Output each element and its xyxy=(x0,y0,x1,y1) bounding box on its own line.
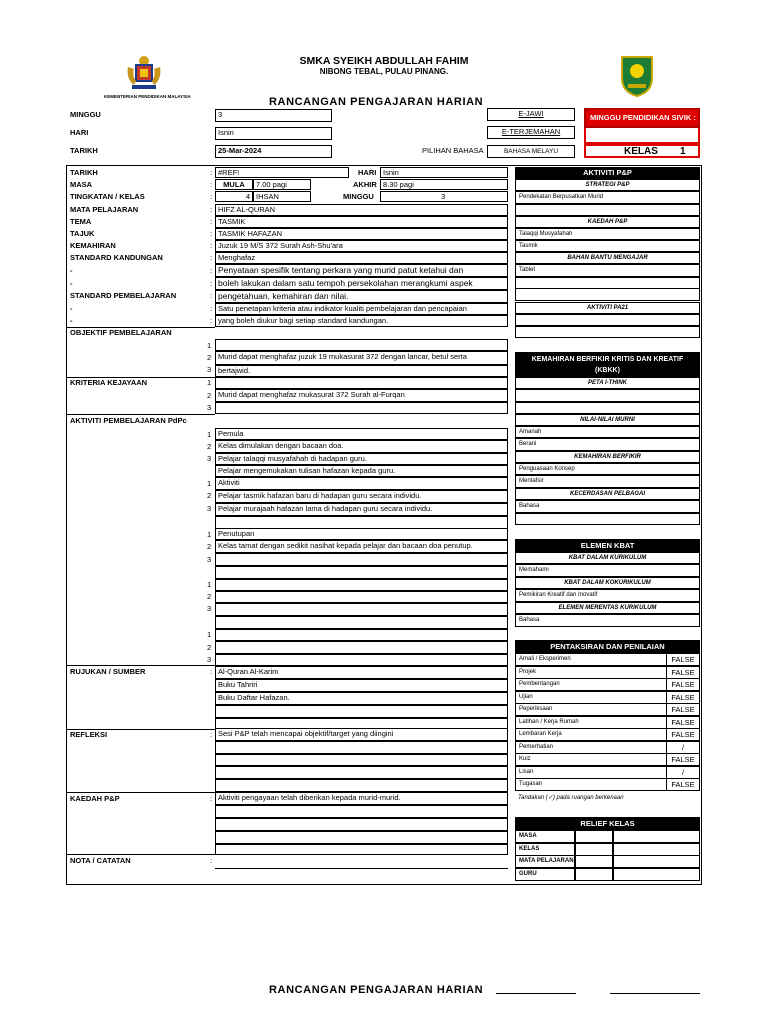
aktiviti-pemula-4-text: Pelajar mengemukakan tulisan hafazan kepada guru. xyxy=(218,466,396,475)
colon-separator: : xyxy=(210,217,213,226)
objektif-field-2-text: Murid dapat menghafaz juzuk 19 mukasurat 372 dengan lancar, betul serta xyxy=(218,352,467,361)
tingkatan-label: TINGKATAN / KELAS xyxy=(70,192,145,201)
hari-row-field-text: Isnin xyxy=(383,168,399,177)
objektif-field-2[interactable] xyxy=(215,351,508,365)
pentaksiran-checkbox[interactable]: FALSE xyxy=(666,678,700,691)
kaedah-pp-subheader: KAEDAH P&P xyxy=(515,216,700,228)
aktiviti-penutup-3[interactable] xyxy=(215,553,508,566)
tarikh-row-label: TARIKH xyxy=(70,168,98,177)
colon-separator: : xyxy=(210,253,213,262)
aktiviti-extra-3[interactable] xyxy=(215,603,508,616)
aktiviti-pemula-3[interactable] xyxy=(215,453,508,465)
strategi-pp-subheader: STRATEGI P&P xyxy=(515,179,700,191)
peta-ithink-subheader: PETA I-THINK xyxy=(515,377,700,389)
rujukan-field-3-text: Buku Daftar Hafazan. xyxy=(218,693,290,702)
kbat-kurikulum-value[interactable] xyxy=(515,564,700,577)
relief-kelas-header: RELIEF KELAS xyxy=(515,817,700,830)
standard-pembelajaran-label: STANDARD PEMBELAJARAN xyxy=(70,291,177,300)
ministry-label: KEMENTERIAN PENDIDIKAN MALAYSIA xyxy=(104,94,191,99)
kemahiran-berfikir-value-1[interactable] xyxy=(515,463,700,475)
kaedah-field-2[interactable] xyxy=(215,805,508,818)
mula-label: MULA xyxy=(215,179,253,190)
pentaksiran-checkbox[interactable]: FALSE xyxy=(666,666,700,679)
relief-guru-field-2[interactable] xyxy=(613,868,700,881)
tema-field-text: TASMIK xyxy=(218,217,246,226)
pentaksiran-item-label: Lisan xyxy=(519,768,534,775)
row-number: 3 xyxy=(207,604,212,613)
pentaksiran-item-label: Amali / Eksperimen xyxy=(519,656,571,662)
row-number: 2 xyxy=(207,491,212,500)
relief-masa-field-1[interactable] xyxy=(575,830,613,843)
refleksi-field-5[interactable] xyxy=(215,779,508,792)
sk-description-1-text: Penyataan spesifik tentang perkara yang murid patut ketahui dan xyxy=(218,265,464,275)
bahan-blank[interactable] xyxy=(515,277,700,289)
aktiviti-pemula-1-text: Pemula xyxy=(218,429,244,438)
hari-field[interactable] xyxy=(215,127,332,140)
pentaksiran-checkbox[interactable]: FALSE xyxy=(666,716,700,729)
relief-kelas-field-1[interactable] xyxy=(575,843,613,856)
pentaksiran-header: PENTAKSIRAN DAN PENILAIAN xyxy=(515,640,700,653)
sp-description-2-text: yang boleh diukur bagi setiap standard kandungan. xyxy=(218,316,389,325)
section-divider xyxy=(67,854,215,855)
merentas-kurikulum-value-text: Bahasa xyxy=(519,617,540,623)
sk-description-1[interactable] xyxy=(215,264,508,277)
minggu-field[interactable] xyxy=(215,109,332,122)
pentaksiran-item-label: Lembaran Kerja xyxy=(519,731,562,737)
pentaksiran-item-label: Kuiz xyxy=(519,756,531,762)
aktiviti-utama-3[interactable] xyxy=(215,503,508,516)
tarikh-row-field-text: #REF! xyxy=(218,168,240,177)
kelas-name-field-text: IHSAN xyxy=(256,192,279,201)
colon-separator: : xyxy=(210,730,213,739)
strategi-pp-blank[interactable] xyxy=(515,204,700,216)
tarikh-field[interactable] xyxy=(215,145,332,158)
aktiviti-extra-1[interactable] xyxy=(215,579,508,591)
aktiviti-utama-1-text: Aktiviti xyxy=(218,478,240,487)
kecerdasan-blank[interactable] xyxy=(515,513,700,525)
kbat-kurikulum-subheader: KBAT DALAM KURIKULUM xyxy=(515,552,700,564)
rujukan-field-4[interactable] xyxy=(215,705,508,718)
nota-label: NOTA / CATATAN xyxy=(70,856,131,865)
kaedah-pp-value-1[interactable] xyxy=(515,228,700,240)
colon-separator: : xyxy=(210,856,213,865)
mata-pelajaran-label: MATA PELAJARAN xyxy=(70,205,139,214)
pilihan-bahasa-label: PILIHAN BAHASA xyxy=(422,146,484,155)
kriteria-field-3[interactable] xyxy=(215,402,508,414)
colon-separator: : xyxy=(210,794,213,803)
row-number: 2 xyxy=(207,542,212,551)
pentaksiran-checkbox[interactable]: FALSE xyxy=(666,691,700,704)
hari-label: HARI xyxy=(70,128,89,137)
mata-pelajaran-field-text: HIFZ AL-QURAN xyxy=(218,205,276,214)
tajuk-field[interactable] xyxy=(215,228,508,240)
kbat-kurikulum-value-text: Memahami xyxy=(519,567,549,573)
colon-separator: : xyxy=(210,180,213,189)
nilai-murni-value-2[interactable] xyxy=(515,438,700,451)
peta-ithink-value-1[interactable] xyxy=(515,389,700,402)
merentas-kurikulum-subheader: ELEMEN MERENTAS KURIKULUM xyxy=(515,602,700,614)
kemahiran-label: KEMAHIRAN xyxy=(70,241,116,250)
sk-description-2-text: boleh lakukan dalam satu tempoh persekolahan merangkumi aspek xyxy=(218,278,473,288)
colon-separator: : xyxy=(210,205,213,214)
aktiviti-pemula-4[interactable] xyxy=(215,465,508,477)
row-number: 2 xyxy=(207,592,212,601)
kemahiran-berfikir-subheader: KEMAHIRAN BERFIKIR xyxy=(515,451,700,463)
aktiviti-pp-header: AKTIVITI P&P xyxy=(515,167,700,179)
aktiviti-utama-2-text: Pelajar tasmik hafazan baru di hadapan guru secara individu. xyxy=(218,491,422,500)
kaedah-field-5[interactable] xyxy=(215,844,508,855)
row-number: 3 xyxy=(207,555,212,564)
kbat-kokurikulum-subheader: KBAT DALAM KOKURIKULUM xyxy=(515,577,700,589)
standard-kandungan-field[interactable] xyxy=(215,252,508,264)
bahan-value[interactable] xyxy=(515,264,700,277)
kbkk-header xyxy=(515,352,700,377)
kaedah-field-3[interactable] xyxy=(215,818,508,831)
minggu-value: 3 xyxy=(218,110,223,119)
kelas-box xyxy=(584,144,700,158)
pentaksiran-checkbox[interactable]: FALSE xyxy=(666,778,700,791)
nilai-murni-value-1[interactable] xyxy=(515,426,700,438)
minggu-row-label: MINGGU xyxy=(343,192,374,201)
dash-3: - xyxy=(70,304,73,313)
e-terjemahan-text: E-TERJEMAHAN xyxy=(501,127,561,136)
school-address: NIBONG TEBAL, PULAU PINANG. xyxy=(319,67,449,76)
row-number: 1 xyxy=(207,630,212,639)
kemahiran-field[interactable] xyxy=(215,240,508,252)
aktiviti-utama-1[interactable] xyxy=(215,477,508,490)
tema-label: TEMA xyxy=(70,217,92,226)
kaedah-field-1-text: Aktiviti pengayaan telah diberikan kepada murid-murid. xyxy=(218,793,401,802)
sk-description-2[interactable] xyxy=(215,277,508,290)
kaedah-label: KAEDAH P&P xyxy=(70,794,120,803)
tandakan-note: Tandakan (✓) pada ruangan berkenaan xyxy=(518,795,624,801)
pa21-value-1[interactable] xyxy=(515,314,700,326)
hari-value: Isnin xyxy=(218,128,234,137)
row-number: 3 xyxy=(207,365,212,374)
row-number: 3 xyxy=(207,403,212,412)
objektif-label: OBJEKTIF PEMBELAJARAN xyxy=(70,328,172,337)
pentaksiran-item-label: Peperiksaan xyxy=(519,706,553,712)
aktiviti-pemula-2[interactable] xyxy=(215,440,508,453)
refleksi-field-2[interactable] xyxy=(215,741,508,754)
colon-separator: : xyxy=(210,229,213,238)
masa-label: MASA xyxy=(70,180,93,189)
pentaksiran-checkbox[interactable]: / xyxy=(666,741,700,754)
refleksi-field-3[interactable] xyxy=(215,754,508,766)
pentaksiran-checkbox[interactable]: FALSE xyxy=(666,653,700,666)
row-number: 1 xyxy=(207,378,212,387)
sp-description-0[interactable] xyxy=(215,290,508,303)
nota-divider xyxy=(215,868,508,869)
kbat-kokurikulum-value-text: Pemikiran Kreatif dan Inovatif xyxy=(519,592,598,598)
aktiviti-blank-3[interactable] xyxy=(215,616,508,629)
tajuk-label: TAJUK xyxy=(70,229,95,238)
footer-title: RANCANGAN PENGAJARAN HARIAN xyxy=(269,984,484,996)
mula-field[interactable] xyxy=(253,179,311,190)
rujukan-field-1-text: Al-Quran Al-Karim xyxy=(218,667,279,676)
pilihan-bahasa-value: BAHASA MELAYU xyxy=(503,148,559,155)
pentaksiran-item-label: Ujian xyxy=(519,693,533,700)
peta-ithink-value-2[interactable] xyxy=(515,402,700,414)
sp-description-0-text: pengetahuan, kemahiran dan nilai. xyxy=(218,291,349,301)
kbat-kokurikulum-value[interactable] xyxy=(515,589,700,602)
minggu-label: MINGGU xyxy=(70,110,101,119)
tarikh-value: 25-Mar-2024 xyxy=(218,146,262,155)
pentaksiran-checkbox[interactable]: FALSE xyxy=(666,753,700,766)
aktiviti-penutup-2-text: Kelas tamat dengan sedikit nasihat kepada pelajar dan bacaan doa penutup. xyxy=(218,541,473,550)
kemahiran-field-text: Juzuk 19 M/S 372 Surah Ash-Shu'ara xyxy=(218,241,343,250)
aktiviti-extra-6[interactable] xyxy=(215,654,508,666)
minggu-row-field[interactable] xyxy=(380,191,508,202)
merentas-kurikulum-value[interactable] xyxy=(515,614,700,627)
tingkatan-number: 4 xyxy=(215,191,253,202)
relief-guru-field-1[interactable] xyxy=(575,868,613,881)
row-number: 2 xyxy=(207,391,212,400)
objektif-field-1[interactable] xyxy=(215,339,508,351)
pentaksiran-checkbox[interactable]: FALSE xyxy=(666,728,700,741)
relief-masa-field-2[interactable] xyxy=(613,830,700,843)
school-name: SMKA SYEIKH ABDULLAH FAHIM xyxy=(299,55,469,67)
colon-separator: : xyxy=(210,304,213,313)
e-jawi-link[interactable] xyxy=(487,108,575,121)
colon-separator: : xyxy=(210,241,213,250)
kecerdasan-subheader: KECERDASAN PELBAGAI xyxy=(515,488,700,500)
mata-pelajaran-field[interactable] xyxy=(215,204,508,216)
aktiviti-penutup-1-text: Penutupan xyxy=(218,529,255,538)
row-number: 3 xyxy=(207,655,212,664)
refleksi-field-4[interactable] xyxy=(215,766,508,779)
kaedah-pp-value-2[interactable] xyxy=(515,240,700,252)
dash-1: - xyxy=(70,266,73,275)
kriteria-label: KRITERIA KEJAYAAN xyxy=(70,378,148,387)
e-jawi-text: E-JAWI xyxy=(518,109,544,118)
kelas-name-field[interactable] xyxy=(253,191,311,202)
section-divider xyxy=(67,665,215,666)
hari-row-label: HARI xyxy=(358,168,377,177)
tarikh-label: TARIKH xyxy=(70,146,98,155)
pilihan-bahasa-select[interactable] xyxy=(487,145,575,158)
elemen-kbat-header: ELEMEN KBAT xyxy=(515,539,700,552)
sp-description-1[interactable] xyxy=(215,303,508,315)
pentaksiran-item-label: Tugasan xyxy=(519,781,543,787)
pentaksiran-checkbox[interactable]: / xyxy=(666,766,700,779)
rujukan-label: RUJUKAN / SUMBER xyxy=(70,667,146,676)
aktiviti-extra-2[interactable] xyxy=(215,591,508,603)
aktiviti-penutup-2[interactable] xyxy=(215,540,508,553)
kbkk-line-2: (KBKK) xyxy=(595,367,620,374)
bahan-value-text: Tablet xyxy=(519,267,536,273)
aktiviti-pdpc-label: AKTIVITI PEMBELAJARAN PdPc xyxy=(70,416,187,425)
relief-mata-pelajaran-field-2[interactable] xyxy=(613,855,700,868)
relief-guru-label: GURU xyxy=(515,868,575,881)
refleksi-field-1[interactable] xyxy=(215,728,508,741)
rujukan-field-1[interactable] xyxy=(215,666,508,679)
kaedah-field-1[interactable] xyxy=(215,792,508,805)
kaedah-pp-value-1-text: Talaqqi Musyafahah xyxy=(519,231,573,237)
strategi-pp-value[interactable] xyxy=(515,191,700,204)
tajuk-field-text: TASMIK HAFAZAN xyxy=(218,229,283,238)
aktiviti-utama-2[interactable] xyxy=(215,490,508,503)
colon-separator: : xyxy=(210,279,213,288)
minggu-row-field-text: 3 xyxy=(441,192,446,201)
pentaksiran-item-label: Latihan / Kerja Rumah xyxy=(519,718,579,725)
sivik-label: MINGGU PENDIDIKAN SIVIK : xyxy=(590,113,696,122)
relief-masa-label: MASA xyxy=(515,830,575,843)
pentaksiran-item-label: Pemerhatian xyxy=(519,743,554,750)
school-crest-logo xyxy=(619,54,655,98)
aktiviti-extra-5[interactable] xyxy=(215,641,508,654)
section-divider xyxy=(67,792,215,793)
pentaksiran-checkbox[interactable]: FALSE xyxy=(666,703,700,716)
nilai-murni-subheader: NILAI-NILAI MURNI xyxy=(515,414,700,426)
objektif-field-3-text: bertajwid. xyxy=(218,366,251,375)
colon-separator: : xyxy=(210,667,213,676)
tema-field[interactable] xyxy=(215,216,508,228)
kemahiran-berfikir-value-2[interactable] xyxy=(515,475,700,488)
kemahiran-berfikir-value-1-text: Penguasaan Konsep xyxy=(519,466,575,472)
kecerdasan-value-text: Bahasa xyxy=(519,503,540,509)
rujukan-field-3[interactable] xyxy=(215,692,508,705)
colon-separator: : xyxy=(210,316,213,325)
aktiviti-blank-2[interactable] xyxy=(215,566,508,579)
kriteria-field-1[interactable] xyxy=(215,377,508,389)
nilai-murni-value-1-text: Amanah xyxy=(519,429,542,435)
tarikh-row-field[interactable] xyxy=(215,167,349,178)
document-title: RANCANGAN PENGAJARAN HARIAN xyxy=(269,96,484,108)
aktiviti-penutup-1[interactable] xyxy=(215,528,508,540)
objektif-field-3[interactable] xyxy=(215,365,508,377)
relief-mata-pelajaran-label: MATA PELAJARAN xyxy=(515,855,575,868)
standard-kandungan-label: STANDARD KANDUNGAN xyxy=(70,253,163,262)
rujukan-field-2-text: Buku Tahriri xyxy=(218,680,258,689)
row-number: 3 xyxy=(207,454,212,463)
colon-separator: : xyxy=(210,168,213,177)
kaedah-field-4[interactable] xyxy=(215,831,508,844)
mula-field-text: 7.00 pagi xyxy=(256,180,287,189)
row-number: 1 xyxy=(207,479,212,488)
footer-line-mid xyxy=(496,993,576,994)
hari-row-field[interactable] xyxy=(380,167,508,178)
dash-4: - xyxy=(70,316,73,325)
row-number: 2 xyxy=(207,643,212,652)
standard-kandungan-field-text: Menghafaz xyxy=(218,253,256,262)
kelas-value: 1 xyxy=(680,146,686,157)
aktiviti-pemula-1[interactable] xyxy=(215,428,508,440)
nilai-murni-value-2-text: Berani xyxy=(519,441,537,447)
aktiviti-pemula-3-text: Pelajar talaqqi musyafahah di hadapan guru. xyxy=(218,454,367,463)
refleksi-field-1-text: Sesi P&P telah mencapai objektif/target yang diingini xyxy=(218,729,394,738)
kelas-label: KELAS xyxy=(624,146,658,157)
akhir-label: AKHIR xyxy=(353,180,377,189)
kaedah-pp-value-2-text: Tasmik xyxy=(519,243,538,249)
kriteria-field-2[interactable] xyxy=(215,389,508,402)
sivik-value-box[interactable] xyxy=(584,128,700,144)
kemahiran-berfikir-value-2-text: Mentafsir xyxy=(519,478,544,484)
e-terjemahan-link[interactable] xyxy=(487,126,575,139)
section-divider xyxy=(67,414,215,415)
row-number: 1 xyxy=(207,530,212,539)
refleksi-label: REFLEKSI xyxy=(70,730,108,739)
sp-description-2[interactable] xyxy=(215,315,508,327)
row-number: 2 xyxy=(207,353,212,362)
dash-2: - xyxy=(70,279,73,288)
akhir-field-text: 8.30 pagi xyxy=(383,180,414,189)
colon-separator: : xyxy=(210,192,213,201)
row-number: 1 xyxy=(207,341,212,350)
row-number: 1 xyxy=(207,430,212,439)
pentaksiran-item-label: Projek xyxy=(519,668,537,675)
relief-kelas-label: KELAS xyxy=(515,843,575,856)
relief-kelas-field-2[interactable] xyxy=(613,843,700,856)
row-number: 1 xyxy=(207,580,212,589)
aktiviti-pemula-2-text: Kelas dimulakan dengan bacaan doa. xyxy=(218,441,344,450)
kecerdasan-value[interactable] xyxy=(515,500,700,513)
kbkk-line-1: KEMAHIRAN BERFIKIR KRITIS DAN KREATIF xyxy=(531,356,684,363)
akhir-field[interactable] xyxy=(380,179,508,190)
colon-separator: : xyxy=(210,291,213,300)
colon-separator: : xyxy=(210,266,213,275)
aktiviti-extra-4[interactable] xyxy=(215,629,508,641)
sivik-banner xyxy=(584,108,700,128)
pa21-subheader: AKTIVITI PA21 xyxy=(515,302,700,314)
kriteria-field-2-text: Murid dapat menghafaz mukasurat 372 Surah al-Furqan xyxy=(218,390,405,399)
relief-mata-pelajaran-field-1[interactable] xyxy=(575,855,613,868)
pa21-value-2[interactable] xyxy=(515,326,700,338)
pentaksiran-item-label: Pembentangan xyxy=(519,681,560,687)
rujukan-field-2[interactable] xyxy=(215,679,508,692)
aktiviti-utama-3-text: Pelajar murajaah hafazan lama di hadapan guru secara individu. xyxy=(218,504,433,513)
footer-line-right xyxy=(610,993,700,994)
row-number: 2 xyxy=(207,442,212,451)
bahan-subheader: BAHAN BANTU MENGAJAR xyxy=(515,252,700,264)
strategi-pp-value-text: Pendekatan Berpusatkan Murid xyxy=(519,194,604,200)
malaysia-coat-of-arms-logo xyxy=(124,53,164,93)
row-number: 3 xyxy=(207,504,212,513)
sp-description-1-text: Satu penetapan kriteria atau indikator kualiti pembelajaran dan pencapaian xyxy=(218,304,467,313)
